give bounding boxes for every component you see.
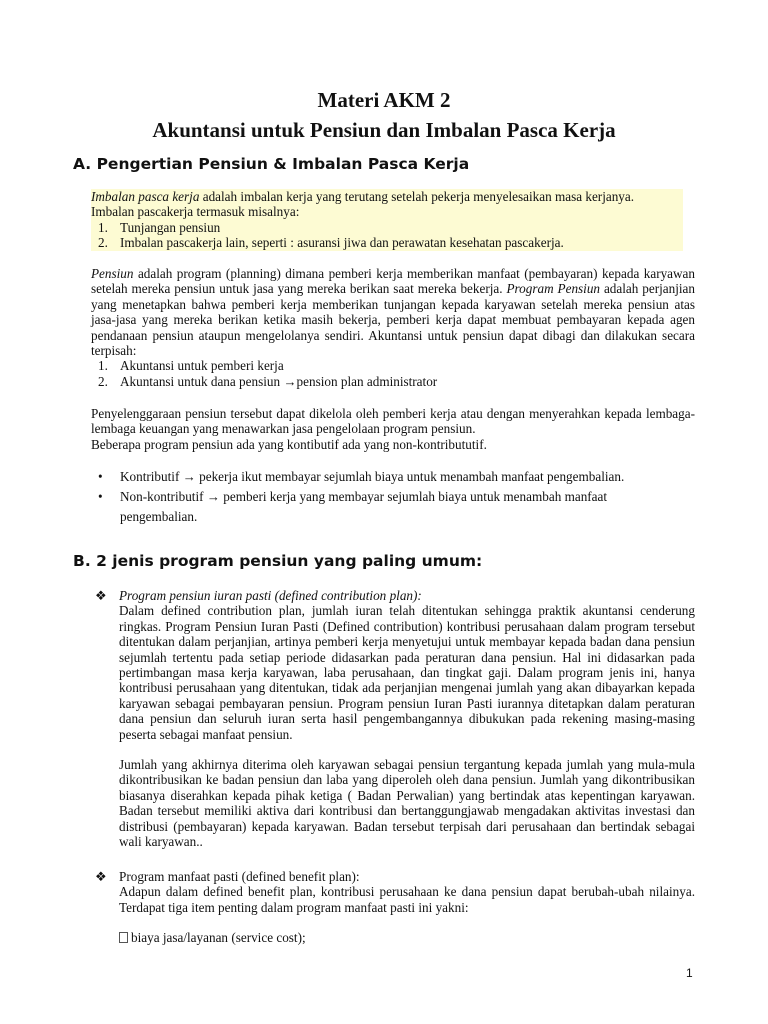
list-item [91, 235, 683, 250]
bullet-item [95, 467, 675, 487]
program-pensiun-term: Program Pensiun [506, 281, 601, 297]
db-item-1 [119, 930, 695, 945]
pensiun-paragraph [91, 266, 695, 389]
pensiun-text [91, 266, 695, 358]
db-block [119, 869, 695, 946]
bullet-text: Kontributif → pekerja ikut membayar sejumlah biaya untuk menambah manfaat pengembalian. [120, 469, 625, 484]
dc-block [119, 588, 695, 850]
penyelenggaraan-paragraph [91, 406, 695, 452]
list-item [91, 220, 683, 235]
list-item [91, 358, 695, 373]
list-text: Tunjangan pensiun [120, 219, 221, 235]
definition-line-2: Imbalan pascakerja termasuk misalnya: [91, 204, 300, 220]
definition-text: adalah imbalan kerja yang terutang setelah pekerja menyelesaikan masa kerjanya. [199, 189, 635, 204]
list-number: 1. [98, 219, 108, 235]
list-number: 2. [98, 235, 108, 251]
definition-box [91, 189, 683, 251]
definition-line-1 [91, 189, 683, 204]
dc-title [119, 588, 695, 603]
section-a-heading: A. Pengertian Pensiun & Imbalan Pasca Kerja [73, 155, 470, 173]
bullet-item [95, 487, 675, 527]
list-item [91, 374, 695, 389]
list-text: Akuntansi untuk dana pensiun →pension plan administrator [120, 373, 438, 389]
dc-title-text: Program pensiun iuran pasti (defined contribution plan): [119, 588, 422, 603]
list-number: 2. [98, 373, 108, 389]
dc-paragraph-2: Jumlah yang akhirnya diterima oleh karyawan sebagai pensiun tergantung kepada jumlah yang mula-mula dikontribusikan ke badan pensiun dan laba yang diperoleh oleh dana pensiun. Jumlah yang dikontribusikan biasanya diserahkan kepada pihak ketiga ( Badan Perwalian) yang bertindak atas kepentingan karyawan. Badan tersebut memiliki aktiva dari kontribusi dan bertanggungjawab mengadakan aktivitas investasi dan distribusi (pembayaran) kepada karyawan. Badan tersebut terpisah dari perusahaan dan bertindak sebagai wali karyawan.. [119, 757, 695, 850]
bullet-text: Non-kontributif → pemberi kerja yang membayar sejumlah biaya untuk menambah manfaat pengembalian. [120, 489, 608, 524]
db-item-text: biaya jasa/layanan (service cost); [131, 930, 306, 946]
definition-term: Imbalan pasca kerja [91, 189, 200, 204]
bullet-dot-icon: • [98, 469, 103, 484]
diamond-bullet-icon: ❖ [95, 869, 107, 884]
list-number: 1. [98, 358, 108, 374]
document-subtitle: Akuntansi untuk Pensiun dan Imbalan Pasca Kerja [152, 118, 616, 142]
kontributif-bullets [95, 467, 675, 527]
penyelenggaraan-line-2: Beberapa program pensiun ada yang kontibutif ada yang non-kontribututif. [91, 436, 487, 452]
section-b-heading: B. 2 jenis program pensiun yang paling umum: [73, 552, 483, 570]
pensiun-list [91, 358, 695, 389]
pensiun-term: Pensiun [91, 266, 134, 281]
db-paragraph-1: Adapun dalam defined benefit plan, kontribusi perusahaan ke dana pensiun dapat berubah-ubah nilainya. Terdapat tiga item penting dalam program manfaat pasti ini yakni: [119, 884, 695, 915]
definition-list [91, 220, 683, 251]
list-text: Imbalan pascakerja lain, seperti : asuransi jiwa dan perawatan kesehatan pascakerja. [120, 235, 564, 251]
page-number: 1 [686, 966, 693, 980]
diamond-bullet-icon: ❖ [95, 588, 107, 603]
bullet-dot-icon: • [98, 489, 103, 504]
pensiun-text-1: adalah program (planning) dimana pemberi kerja memberikan manfaat (pembayaran) kepada karyawan setelah mereka pensiun untuk jasa yang mereka berikan saat mereka bekerja. [91, 266, 695, 297]
db-title: Program manfaat pasti (defined benefit plan): [119, 869, 360, 884]
dc-paragraph-1: Dalam defined contribution plan, jumlah iuran telah ditentukan sehingga praktik akuntansi cenderung ringkas. Program Pensiun Iuran Pasti (Defined contribution) kontribusi perusahaan dalam program tersebut ditentukan dalam perjanjian, artinya pemberi kerja menyetujui untuk membayar kepada badan dana pensiun sejumlah tertentu pada setiap periode didasarkan pada peraturan dana pensiun. Hal ini didasarkan pada pertimbangan masa kerja karyawan, laba perusahaan, dan tingkat gaji. Dalam program jenis ini, hanya kontribusi perusahaan yang ditentukan, tidak ada perjanjian mengenai jumlah yang akan dibayarkan kepada karyawan sebagai pembayaran pensiun. Program pensiun Iuran Pasti iurannya ditetapkan dalam peraturan dana pensiun dan seluruh iuran serta hasil pengembangannya dibukukan pada rekening masing-masing peserta sebagai manfaat pensiun. [119, 603, 695, 742]
square-bullet-icon [119, 932, 128, 943]
document-title: Materi AKM 2 [317, 88, 451, 112]
list-text: Akuntansi untuk pemberi kerja [120, 358, 284, 374]
penyelenggaraan-line-1: Penyelenggaraan pensiun tersebut dapat dikelola oleh pemberi kerja atau dengan menyerahkan kepada lembaga-lembaga keuangan yang menawarkan jasa pengelolaan program pensiun. [91, 406, 695, 437]
pensiun-text-2: adalah perjanjian yang menetapkan bahwa pemberi kerja memberikan tunjangan kepada karyawan setelah mereka pensiun atas jasa-jasa yang mereka berikan ketika masih bekerja, pemberi kerja dapat membuat pembayaran kepada agen pendanaan pensiun ataupun mengelolanya sendiri. Akuntansi untuk pensiun dapat dibagi dan dilakukan secara terpisah: [91, 281, 696, 359]
